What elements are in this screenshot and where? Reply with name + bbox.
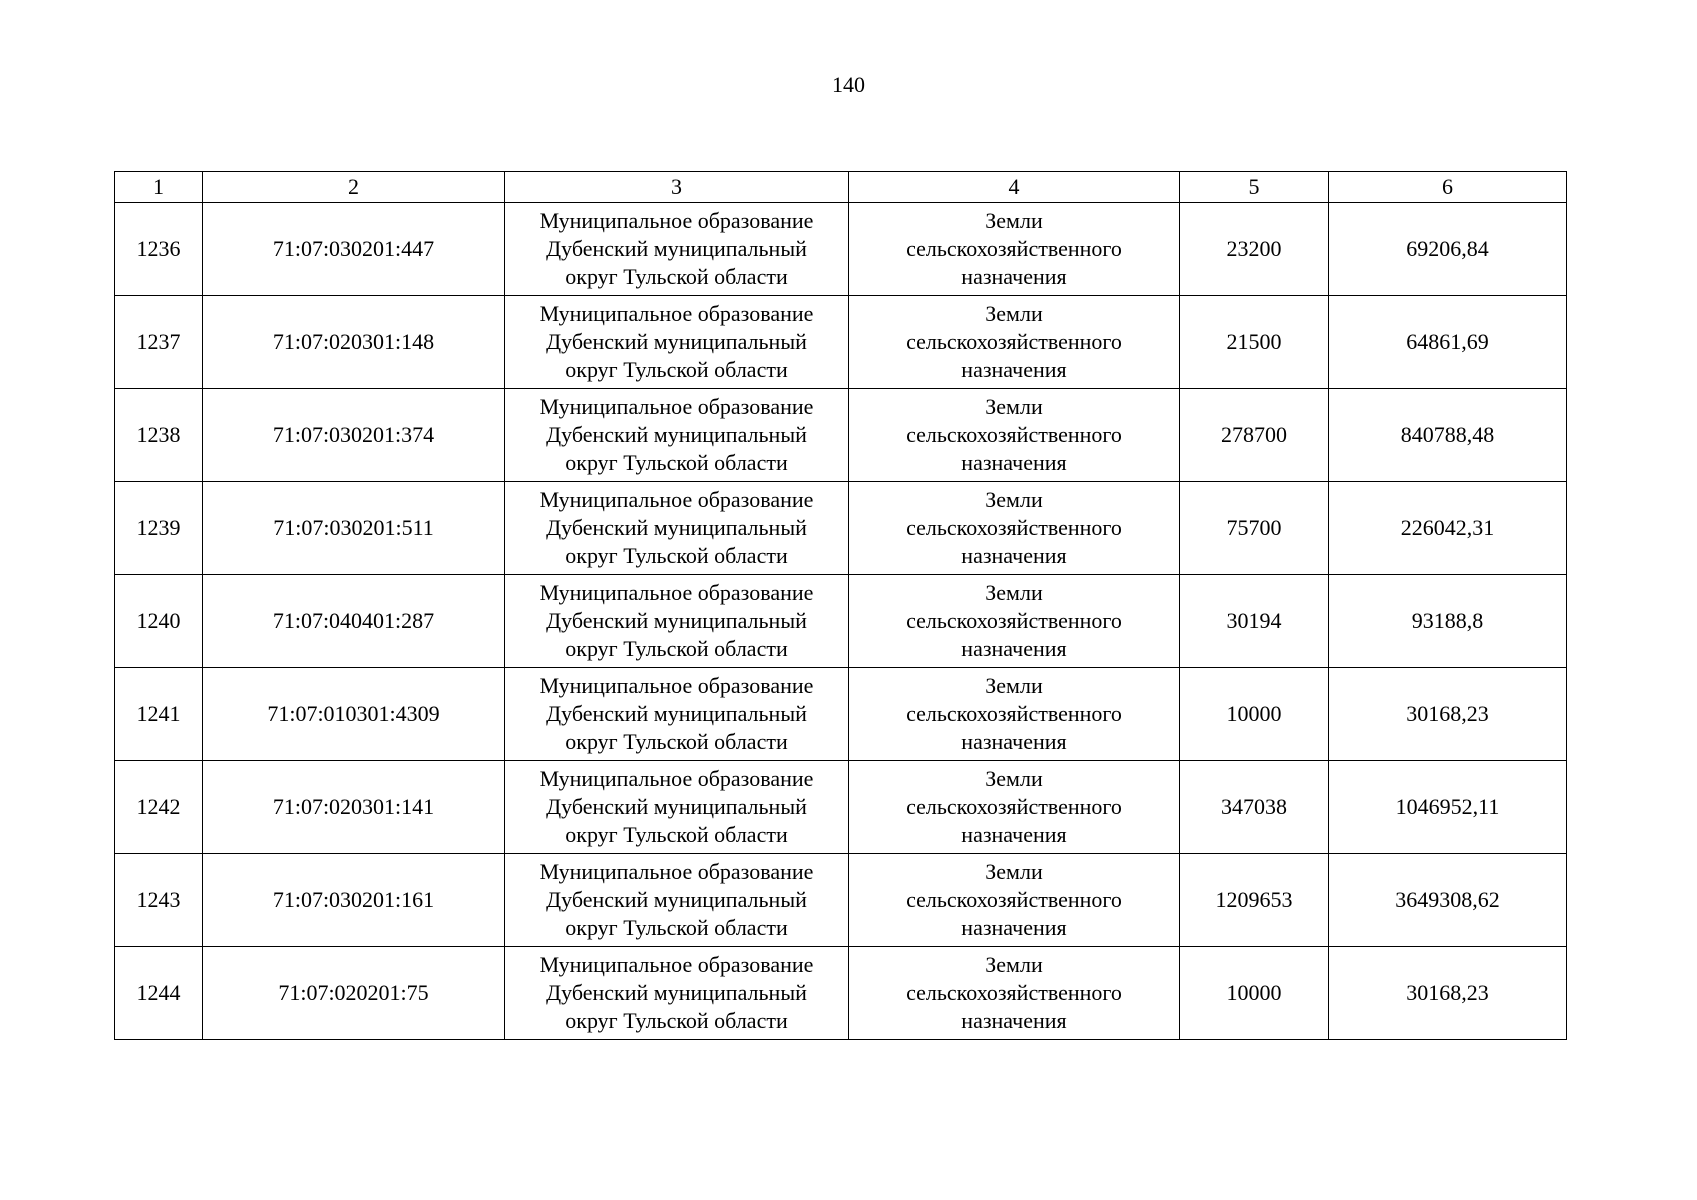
column-header-3: 3 bbox=[505, 172, 849, 203]
cadastral-value-cell: 3649308,62 bbox=[1329, 854, 1567, 947]
owner-line: Дубенский муниципальный bbox=[546, 701, 807, 726]
cadastral-number-cell: 71:07:030201:161 bbox=[203, 854, 505, 947]
row-number-cell: 1242 bbox=[115, 761, 203, 854]
land-category-line: назначения bbox=[961, 915, 1067, 940]
owner-line: округ Тульской области bbox=[565, 1008, 788, 1033]
owner-line: Дубенский муниципальный bbox=[546, 794, 807, 819]
row-number-cell: 1239 bbox=[115, 482, 203, 575]
owner-line: Дубенский муниципальный bbox=[546, 515, 807, 540]
area-cell: 10000 bbox=[1180, 668, 1329, 761]
land-category-cell bbox=[849, 575, 1180, 668]
column-header-5: 5 bbox=[1180, 172, 1329, 203]
land-category-line: Земли bbox=[985, 301, 1043, 326]
owner-line: Муниципальное образование bbox=[539, 952, 814, 977]
owner-line: Муниципальное образование bbox=[539, 859, 814, 884]
cadastral-number-cell: 71:07:020201:75 bbox=[203, 947, 505, 1040]
owner-cell bbox=[505, 761, 849, 854]
cadastral-value-cell: 840788,48 bbox=[1329, 389, 1567, 482]
land-category-line: Земли bbox=[985, 766, 1043, 791]
owner-cell bbox=[505, 575, 849, 668]
row-number-cell: 1244 bbox=[115, 947, 203, 1040]
land-category-cell bbox=[849, 947, 1180, 1040]
table-row bbox=[115, 761, 1567, 854]
cadastral-value-cell: 30168,23 bbox=[1329, 668, 1567, 761]
land-category-line: сельскохозяйственного bbox=[906, 236, 1122, 261]
land-category-line: сельскохозяйственного bbox=[906, 794, 1122, 819]
owner-line: Муниципальное образование bbox=[539, 208, 814, 233]
owner-cell bbox=[505, 482, 849, 575]
page-number: 140 bbox=[832, 72, 865, 97]
land-category-line: назначения bbox=[961, 636, 1067, 661]
land-category-cell bbox=[849, 482, 1180, 575]
cadastral-number-cell: 71:07:020301:141 bbox=[203, 761, 505, 854]
area-cell: 278700 bbox=[1180, 389, 1329, 482]
owner-cell bbox=[505, 947, 849, 1040]
owner-cell bbox=[505, 668, 849, 761]
area-cell: 1209653 bbox=[1180, 854, 1329, 947]
table-row bbox=[115, 668, 1567, 761]
cadastral-number-cell: 71:07:030201:511 bbox=[203, 482, 505, 575]
land-category-line: назначения bbox=[961, 264, 1067, 289]
row-number-cell: 1238 bbox=[115, 389, 203, 482]
land-registry-table bbox=[114, 171, 1567, 1040]
table-row bbox=[115, 296, 1567, 389]
table-body bbox=[115, 172, 1567, 1040]
owner-line: округ Тульской области bbox=[565, 543, 788, 568]
owner-cell bbox=[505, 203, 849, 296]
land-category-line: сельскохозяйственного bbox=[906, 515, 1122, 540]
land-category-line: Земли bbox=[985, 952, 1043, 977]
land-category-cell bbox=[849, 761, 1180, 854]
owner-line: Дубенский муниципальный bbox=[546, 236, 807, 261]
land-category-line: сельскохозяйственного bbox=[906, 980, 1122, 1005]
table-row bbox=[115, 947, 1567, 1040]
table-row bbox=[115, 203, 1567, 296]
column-header-6: 6 bbox=[1329, 172, 1567, 203]
land-category-cell bbox=[849, 389, 1180, 482]
table-row bbox=[115, 854, 1567, 947]
row-number-cell: 1236 bbox=[115, 203, 203, 296]
cadastral-number-cell: 71:07:030201:447 bbox=[203, 203, 505, 296]
owner-cell bbox=[505, 296, 849, 389]
owner-line: Муниципальное образование bbox=[539, 394, 814, 419]
table-row bbox=[115, 389, 1567, 482]
area-cell: 75700 bbox=[1180, 482, 1329, 575]
owner-line: Дубенский муниципальный bbox=[546, 608, 807, 633]
table-row bbox=[115, 575, 1567, 668]
owner-line: округ Тульской области bbox=[565, 636, 788, 661]
row-number-cell: 1240 bbox=[115, 575, 203, 668]
owner-line: округ Тульской области bbox=[565, 264, 788, 289]
owner-line: Дубенский муниципальный bbox=[546, 887, 807, 912]
land-category-cell bbox=[849, 203, 1180, 296]
cadastral-number-cell: 71:07:030201:374 bbox=[203, 389, 505, 482]
land-category-line: назначения bbox=[961, 357, 1067, 382]
land-category-line: Земли bbox=[985, 859, 1043, 884]
land-category-line: Земли bbox=[985, 487, 1043, 512]
column-header-4: 4 bbox=[849, 172, 1180, 203]
land-category-line: назначения bbox=[961, 822, 1067, 847]
land-category-line: сельскохозяйственного bbox=[906, 329, 1122, 354]
owner-line: Муниципальное образование bbox=[539, 301, 814, 326]
owner-cell bbox=[505, 854, 849, 947]
owner-line: Дубенский муниципальный bbox=[546, 329, 807, 354]
owner-line: округ Тульской области bbox=[565, 450, 788, 475]
cadastral-value-cell: 30168,23 bbox=[1329, 947, 1567, 1040]
land-category-line: сельскохозяйственного bbox=[906, 887, 1122, 912]
land-category-cell bbox=[849, 854, 1180, 947]
row-number-cell: 1241 bbox=[115, 668, 203, 761]
owner-line: Муниципальное образование bbox=[539, 766, 814, 791]
owner-line: округ Тульской области bbox=[565, 729, 788, 754]
land-category-line: назначения bbox=[961, 543, 1067, 568]
land-category-cell bbox=[849, 296, 1180, 389]
land-category-line: назначения bbox=[961, 450, 1067, 475]
table-header-row bbox=[115, 172, 1567, 203]
row-number-cell: 1237 bbox=[115, 296, 203, 389]
column-header-1: 1 bbox=[115, 172, 203, 203]
owner-line: Дубенский муниципальный bbox=[546, 422, 807, 447]
column-header-2: 2 bbox=[203, 172, 505, 203]
land-category-line: Земли bbox=[985, 394, 1043, 419]
cadastral-number-cell: 71:07:010301:4309 bbox=[203, 668, 505, 761]
owner-line: Дубенский муниципальный bbox=[546, 980, 807, 1005]
owner-line: округ Тульской области bbox=[565, 915, 788, 940]
cadastral-value-cell: 1046952,11 bbox=[1329, 761, 1567, 854]
owner-line: округ Тульской области bbox=[565, 357, 788, 382]
land-category-line: сельскохозяйственного bbox=[906, 422, 1122, 447]
owner-cell bbox=[505, 389, 849, 482]
land-category-cell bbox=[849, 668, 1180, 761]
table-row bbox=[115, 482, 1567, 575]
land-category-line: Земли bbox=[985, 673, 1043, 698]
area-cell: 10000 bbox=[1180, 947, 1329, 1040]
owner-line: Муниципальное образование bbox=[539, 673, 814, 698]
area-cell: 23200 bbox=[1180, 203, 1329, 296]
row-number-cell: 1243 bbox=[115, 854, 203, 947]
land-category-line: сельскохозяйственного bbox=[906, 608, 1122, 633]
area-cell: 30194 bbox=[1180, 575, 1329, 668]
area-cell: 347038 bbox=[1180, 761, 1329, 854]
land-category-line: Земли bbox=[985, 580, 1043, 605]
cadastral-number-cell: 71:07:020301:148 bbox=[203, 296, 505, 389]
cadastral-number-cell: 71:07:040401:287 bbox=[203, 575, 505, 668]
land-category-line: Земли bbox=[985, 208, 1043, 233]
owner-line: Муниципальное образование bbox=[539, 487, 814, 512]
land-category-line: сельскохозяйственного bbox=[906, 701, 1122, 726]
cadastral-value-cell: 64861,69 bbox=[1329, 296, 1567, 389]
area-cell: 21500 bbox=[1180, 296, 1329, 389]
land-category-line: назначения bbox=[961, 1008, 1067, 1033]
cadastral-value-cell: 226042,31 bbox=[1329, 482, 1567, 575]
owner-line: округ Тульской области bbox=[565, 822, 788, 847]
owner-line: Муниципальное образование bbox=[539, 580, 814, 605]
cadastral-value-cell: 69206,84 bbox=[1329, 203, 1567, 296]
cadastral-value-cell: 93188,8 bbox=[1329, 575, 1567, 668]
land-category-line: назначения bbox=[961, 729, 1067, 754]
